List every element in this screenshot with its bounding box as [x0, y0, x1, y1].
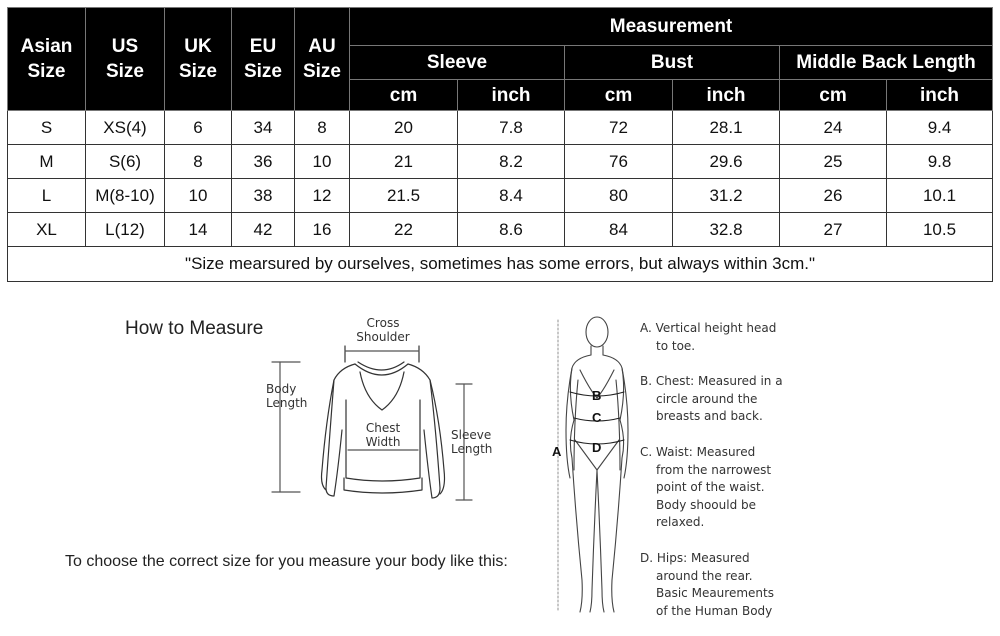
table-cell: 21.5: [350, 179, 458, 213]
table-cell: L(12): [86, 213, 165, 247]
header-unit-inch: inch: [887, 80, 993, 111]
chest-width-label: Chest Width: [365, 421, 401, 449]
table-cell: M: [8, 145, 86, 179]
table-cell: 9.8: [887, 145, 993, 179]
table-cell: 31.2: [673, 179, 780, 213]
header-sleeve: Sleeve: [350, 46, 565, 80]
table-cell: 84: [565, 213, 673, 247]
note-waist: C. Waist: Measured from the narrowest point of the waist. Body shoould be relaxed.: [640, 445, 772, 529]
table-cell: 10: [295, 145, 350, 179]
marker-a: A: [552, 444, 562, 459]
table-cell: 8: [165, 145, 232, 179]
table-cell: M(8-10): [86, 179, 165, 213]
table-cell: XS(4): [86, 111, 165, 145]
table-cell: 36: [232, 145, 295, 179]
table-cell: 12: [295, 179, 350, 213]
table-cell: 14: [165, 213, 232, 247]
table-cell: 9.4: [887, 111, 993, 145]
note-chest: B. Chest: Measured in a circle around the breasts and back.: [640, 374, 783, 423]
marker-b: B: [592, 388, 602, 403]
table-cell: 7.8: [458, 111, 565, 145]
header-au-size: AU Size: [295, 8, 350, 111]
size-disclaimer: "Size mearsured by ourselves, sometimes has some errors, but always within 3cm.": [8, 247, 993, 282]
table-cell: 72: [565, 111, 673, 145]
note-hips: D. Hips: Measured around the rear. Basic Meaurements of the Human Body: [640, 551, 774, 618]
table-cell: 24: [780, 111, 887, 145]
header-measurement: Measurement: [350, 8, 993, 46]
table-cell: 6: [165, 111, 232, 145]
header-eu-size: EU Size: [232, 8, 295, 111]
header-unit-inch: inch: [673, 80, 780, 111]
table-cell: S: [8, 111, 86, 145]
table-cell: 8: [295, 111, 350, 145]
header-unit-cm: cm: [780, 80, 887, 111]
table-cell: XL: [8, 213, 86, 247]
sleeve-length-label: Sleeve Length: [451, 428, 493, 456]
header-bust: Bust: [565, 46, 780, 80]
table-cell: 26: [780, 179, 887, 213]
table-cell: 20: [350, 111, 458, 145]
table-cell: 32.8: [673, 213, 780, 247]
marker-c: C: [592, 410, 602, 425]
table-cell: 34: [232, 111, 295, 145]
table-cell: 10: [165, 179, 232, 213]
header-unit-inch: inch: [458, 80, 565, 111]
header-asian-size: Asian Size: [8, 8, 86, 111]
table-cell: 21: [350, 145, 458, 179]
table-cell: 22: [350, 213, 458, 247]
table-cell: 16: [295, 213, 350, 247]
header-unit-cm: cm: [565, 80, 673, 111]
header-unit-cm: cm: [350, 80, 458, 111]
table-cell: 42: [232, 213, 295, 247]
header-uk-size: UK Size: [165, 8, 232, 111]
body-figure: [558, 317, 628, 612]
table-cell: 25: [780, 145, 887, 179]
table-cell: 76: [565, 145, 673, 179]
table-cell: 28.1: [673, 111, 780, 145]
cross-shoulder-label: Cross Shoulder: [356, 316, 410, 344]
marker-d: D: [592, 440, 602, 455]
how-to-measure-title: How to Measure: [125, 318, 264, 339]
table-cell: 8.4: [458, 179, 565, 213]
body-length-label: Body Length: [266, 382, 308, 410]
table-cell: 10.1: [887, 179, 993, 213]
table-cell: 80: [565, 179, 673, 213]
header-us-size: US Size: [86, 8, 165, 111]
table-cell: 10.5: [887, 213, 993, 247]
table-cell: 8.6: [458, 213, 565, 247]
table-cell: 27: [780, 213, 887, 247]
header-middle-back-length: Middle Back Length: [780, 46, 993, 80]
table-cell: L: [8, 179, 86, 213]
measure-instruction: To choose the correct size for you measure your body like this:: [65, 553, 508, 570]
table-cell: 38: [232, 179, 295, 213]
table-cell: 8.2: [458, 145, 565, 179]
table-cell: S(6): [86, 145, 165, 179]
table-cell: 29.6: [673, 145, 780, 179]
note-height: A. Vertical height head to toe.: [640, 321, 777, 353]
